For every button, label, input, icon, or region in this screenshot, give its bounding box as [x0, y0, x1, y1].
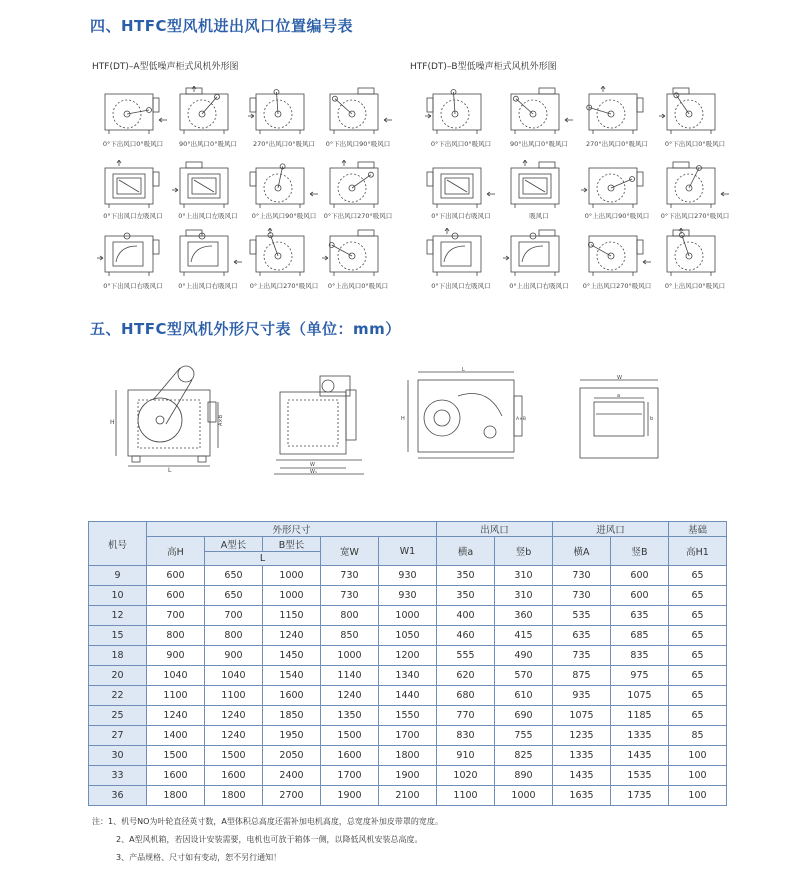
grid-a-fan-diagram	[322, 228, 394, 278]
table-cell: 310	[495, 566, 553, 586]
table-cell: 890	[495, 766, 553, 786]
table-row	[89, 646, 727, 666]
table-cell: 735	[553, 646, 611, 666]
table-cell: 1635	[553, 786, 611, 806]
table-row	[89, 586, 727, 606]
header-outer-size: 外形尺寸	[147, 522, 437, 537]
table-cell: 800	[321, 606, 379, 626]
grid-b-fan-diagram	[659, 160, 731, 210]
header-inlet-a: 横A	[553, 537, 611, 566]
table-cell: 2700	[263, 786, 321, 806]
table-cell: 1340	[379, 666, 437, 686]
machine-number-cell: 18	[89, 646, 147, 666]
table-cell: 700	[205, 606, 263, 626]
table-cell: 490	[495, 646, 553, 666]
grid-b-fan-diagram	[581, 86, 653, 136]
table-cell: 360	[495, 606, 553, 626]
table-cell: 610	[495, 686, 553, 706]
grid-a-caption: 0°上出风口90°吸风口	[251, 212, 317, 220]
table-row	[89, 666, 727, 686]
table-cell: 1900	[379, 766, 437, 786]
table-row	[89, 606, 727, 626]
grid-a-caption: 0°下出风口270°吸风口	[323, 212, 393, 220]
table-cell: 1075	[611, 686, 669, 706]
table-cell: 1335	[611, 726, 669, 746]
table-cell: 1050	[379, 626, 437, 646]
dimension-drawing-front-a	[270, 370, 370, 480]
table-row	[89, 706, 727, 726]
dim3-h-label: H	[401, 416, 405, 422]
grid-b-fan-diagram	[659, 86, 731, 136]
table-cell: 1435	[611, 746, 669, 766]
grid-b-fan-diagram	[503, 86, 575, 136]
grid-b-caption: 0°下出风口右吸风口	[431, 212, 491, 220]
table-cell: 1000	[263, 586, 321, 606]
table-cell: 65	[669, 706, 727, 726]
dim4-b-label: b	[650, 416, 654, 422]
table-cell: 65	[669, 586, 727, 606]
table-cell: 570	[495, 666, 553, 686]
table-cell: 1500	[205, 746, 263, 766]
table-cell: 830	[437, 726, 495, 746]
grid-a-fan-diagram	[97, 228, 169, 278]
table-cell: 825	[495, 746, 553, 766]
grid-b-caption: 0°下出风口0°吸风口	[664, 140, 726, 148]
grid-b-caption: 0°上出风口270°吸风口	[582, 282, 652, 290]
table-cell: 65	[669, 566, 727, 586]
grid-a-fan-diagram	[248, 86, 320, 136]
table-cell: 1100	[437, 786, 495, 806]
table-cell: 1240	[321, 686, 379, 706]
table-cell: 1075	[553, 706, 611, 726]
table-cell: 1850	[263, 706, 321, 726]
table-cell: 690	[495, 706, 553, 726]
grid-b-caption: 0°上出风口右吸风口	[509, 282, 569, 290]
section5-title: 五、HTFC型风机外形尺寸表（单位：mm）	[90, 320, 401, 338]
grid-a-fan-diagram	[322, 86, 394, 136]
header-w1: W1	[379, 537, 437, 566]
grid-b-fan-diagram	[659, 228, 731, 278]
table-cell: 900	[147, 646, 205, 666]
table-cell: 65	[669, 666, 727, 686]
table-body	[89, 566, 727, 806]
note-2: 2、A型风机箱，若因设计安装需要，电机也可放于箱体一侧，以降低风机安装总高度。	[116, 835, 423, 844]
header-outlet-a: 横a	[437, 537, 495, 566]
table-cell: 1000	[263, 566, 321, 586]
table-cell: 1600	[205, 766, 263, 786]
table-cell: 1140	[321, 666, 379, 686]
table-cell: 65	[669, 606, 727, 626]
table-row	[89, 786, 727, 806]
table-cell: 65	[669, 626, 727, 646]
table-cell: 1450	[263, 646, 321, 666]
table-cell: 85	[669, 726, 727, 746]
grid-a-caption: 0°下出风口右吸风口	[103, 282, 163, 290]
table-cell: 100	[669, 746, 727, 766]
table-cell: 2400	[263, 766, 321, 786]
grid-a-fan-diagram	[322, 160, 394, 210]
table-cell: 730	[553, 586, 611, 606]
table-cell: 65	[669, 646, 727, 666]
table-cell: 975	[611, 666, 669, 686]
table-cell: 1735	[611, 786, 669, 806]
header-inlet: 进风口	[553, 522, 669, 537]
grid-b-caption: 0°下出风口0°吸风口	[430, 140, 492, 148]
table-row	[89, 766, 727, 786]
dimension-drawing-side-a	[108, 362, 228, 474]
table-row	[89, 566, 727, 586]
table-cell: 1240	[147, 706, 205, 726]
group-b-title: HTF(DT)–B型低噪声柜式风机外形图	[410, 62, 557, 72]
grid-a-caption: 0°上出风口左吸风口	[178, 212, 238, 220]
grid-b-caption: 0°下出风口270°吸风口	[660, 212, 730, 220]
grid-b-fan-diagram	[425, 160, 497, 210]
grid-b-caption: 吸风口	[529, 212, 549, 220]
dimension-drawing-front-b	[570, 372, 670, 462]
table-row	[89, 626, 727, 646]
dimension-table	[88, 521, 727, 806]
grid-b-fan-diagram	[581, 228, 653, 278]
table-cell: 65	[669, 686, 727, 706]
grid-a-caption: 0°下出风口0°吸风口	[102, 140, 164, 148]
grid-a-caption: 0°下出风口90°吸风口	[325, 140, 391, 148]
dim3-l-label: L	[462, 367, 465, 373]
table-cell: 1040	[205, 666, 263, 686]
table-cell: 1150	[263, 606, 321, 626]
table-cell: 635	[553, 626, 611, 646]
grid-b-fan-diagram	[581, 160, 653, 210]
grid-b-caption: 270°出风口0°吸风口	[585, 140, 649, 148]
table-cell: 100	[669, 786, 727, 806]
dim4-a-label: a	[617, 393, 621, 399]
section4-title: 四、HTFC型风机进出风口位置编号表	[90, 17, 354, 35]
table-cell: 1350	[321, 706, 379, 726]
table-cell: 730	[321, 586, 379, 606]
table-cell: 1900	[321, 786, 379, 806]
table-cell: 680	[437, 686, 495, 706]
table-cell: 1240	[205, 706, 263, 726]
table-cell: 1800	[147, 786, 205, 806]
machine-number-cell: 36	[89, 786, 147, 806]
table-cell: 460	[437, 626, 495, 646]
table-cell: 1000	[495, 786, 553, 806]
table-cell: 2100	[379, 786, 437, 806]
dim4-w-label: W	[617, 375, 622, 381]
table-cell: 535	[553, 606, 611, 626]
table-cell: 910	[437, 746, 495, 766]
dim2-w-label: W	[310, 462, 315, 468]
table-cell: 1600	[321, 746, 379, 766]
table-cell: 1540	[263, 666, 321, 686]
table-cell: 100	[669, 766, 727, 786]
header-outlet: 出风口	[437, 522, 553, 537]
header-b-length: B型长	[263, 537, 321, 552]
grid-b-caption: 90°出风口0°吸风口	[510, 140, 568, 148]
table-cell: 1235	[553, 726, 611, 746]
dim1-ab-label: A×B	[218, 414, 224, 426]
table-cell: 1800	[205, 786, 263, 806]
group-a-title: HTF(DT)–A型低噪声柜式风机外形图	[92, 62, 239, 72]
header-width: 宽W	[321, 537, 379, 566]
table-cell: 1600	[263, 686, 321, 706]
grid-a-caption: 0°下出风口左吸风口	[103, 212, 163, 220]
note-3: 3、产品规格、尺寸如有变动，恕不另行通知！	[116, 853, 282, 862]
table-cell: 635	[611, 606, 669, 626]
table-cell: 930	[379, 586, 437, 606]
table-cell: 1435	[553, 766, 611, 786]
machine-number-cell: 30	[89, 746, 147, 766]
table-cell: 1185	[611, 706, 669, 726]
table-cell: 600	[611, 566, 669, 586]
header-l: L	[205, 552, 321, 566]
table-cell: 555	[437, 646, 495, 666]
header-h1: 高H1	[669, 537, 727, 566]
table-cell: 1700	[379, 726, 437, 746]
table-cell: 1020	[437, 766, 495, 786]
dim3-ab-label: A×B	[516, 417, 526, 422]
table-cell: 850	[321, 626, 379, 646]
machine-number-cell: 9	[89, 566, 147, 586]
machine-number-cell: 15	[89, 626, 147, 646]
table-cell: 600	[147, 566, 205, 586]
dimension-drawing-side-b	[398, 366, 528, 466]
table-cell: 685	[611, 626, 669, 646]
header-machine: 机号	[89, 522, 147, 566]
grid-a-caption: 0°上出风口0°吸风口	[327, 282, 389, 290]
table-cell: 1200	[379, 646, 437, 666]
table-cell: 935	[553, 686, 611, 706]
machine-number-cell: 20	[89, 666, 147, 686]
grid-b-caption: 0°下出风口左吸风口	[431, 282, 491, 290]
machine-number-cell: 25	[89, 706, 147, 726]
table-cell: 1950	[263, 726, 321, 746]
table-cell: 900	[205, 646, 263, 666]
machine-number-cell: 27	[89, 726, 147, 746]
table-row	[89, 686, 727, 706]
table-cell: 1550	[379, 706, 437, 726]
table-cell: 1440	[379, 686, 437, 706]
grid-a-caption: 90°出风口0°吸风口	[179, 140, 237, 148]
table-cell: 650	[205, 566, 263, 586]
table-cell: 620	[437, 666, 495, 686]
grid-a-caption: 270°出风口0°吸风口	[252, 140, 316, 148]
machine-number-cell: 22	[89, 686, 147, 706]
table-cell: 700	[147, 606, 205, 626]
table-cell: 1100	[205, 686, 263, 706]
machine-number-cell: 12	[89, 606, 147, 626]
header-base: 基础	[669, 522, 727, 537]
table-cell: 755	[495, 726, 553, 746]
table-cell: 1400	[147, 726, 205, 746]
table-cell: 650	[205, 586, 263, 606]
grid-a-fan-diagram	[172, 228, 244, 278]
machine-number-cell: 10	[89, 586, 147, 606]
dim1-l-label: L	[168, 467, 172, 474]
grid-b-caption: 0°上出风口90°吸风口	[584, 212, 650, 220]
table-cell: 1700	[321, 766, 379, 786]
table-cell: 600	[147, 586, 205, 606]
table-cell: 930	[379, 566, 437, 586]
header-height: 高H	[147, 537, 205, 566]
header-a-length: A型长	[205, 537, 263, 552]
table-cell: 1500	[321, 726, 379, 746]
table-cell: 1000	[379, 606, 437, 626]
table-cell: 835	[611, 646, 669, 666]
dim2-w1-label: W₁	[310, 469, 317, 475]
table-cell: 1000	[321, 646, 379, 666]
table-cell: 400	[437, 606, 495, 626]
note-1: 注：1、机号NO为叶轮直径英寸数，A型体积总高度还需补加电机高度，总宽度补加皮带罩的宽度。	[92, 817, 443, 826]
table-cell: 1500	[147, 746, 205, 766]
table-cell: 1240	[205, 726, 263, 746]
table-cell: 350	[437, 586, 495, 606]
table-cell: 310	[495, 586, 553, 606]
table-cell: 875	[553, 666, 611, 686]
grid-a-fan-diagram	[248, 228, 320, 278]
table-cell: 770	[437, 706, 495, 726]
table-cell: 800	[147, 626, 205, 646]
table-row	[89, 746, 727, 766]
table-cell: 1040	[147, 666, 205, 686]
table-cell: 730	[321, 566, 379, 586]
table-cell: 1800	[379, 746, 437, 766]
grid-a-caption: 0°上出风口右吸风口	[178, 282, 238, 290]
table-cell: 2050	[263, 746, 321, 766]
table-cell: 1100	[147, 686, 205, 706]
table-cell: 1535	[611, 766, 669, 786]
table-cell: 600	[611, 586, 669, 606]
grid-a-fan-diagram	[97, 86, 169, 136]
grid-b-caption: 0°上出风口0°吸风口	[664, 282, 726, 290]
grid-b-fan-diagram	[425, 86, 497, 136]
machine-number-cell: 33	[89, 766, 147, 786]
grid-b-fan-diagram	[503, 228, 575, 278]
table-cell: 1335	[553, 746, 611, 766]
dim1-h-label: H	[110, 419, 115, 426]
grid-a-fan-diagram	[97, 160, 169, 210]
table-cell: 350	[437, 566, 495, 586]
header-outlet-b: 竖b	[495, 537, 553, 566]
grid-a-fan-diagram	[248, 160, 320, 210]
grid-a-caption: 0°上出风口270°吸风口	[249, 282, 319, 290]
grid-b-fan-diagram	[503, 160, 575, 210]
header-inlet-b: 竖B	[611, 537, 669, 566]
table-cell: 1240	[263, 626, 321, 646]
grid-a-fan-diagram	[172, 86, 244, 136]
table-row	[89, 726, 727, 746]
table-cell: 1600	[147, 766, 205, 786]
table-cell: 800	[205, 626, 263, 646]
grid-b-fan-diagram	[425, 228, 497, 278]
table-cell: 415	[495, 626, 553, 646]
table-cell: 730	[553, 566, 611, 586]
grid-a-fan-diagram	[172, 160, 244, 210]
notes	[92, 813, 443, 867]
